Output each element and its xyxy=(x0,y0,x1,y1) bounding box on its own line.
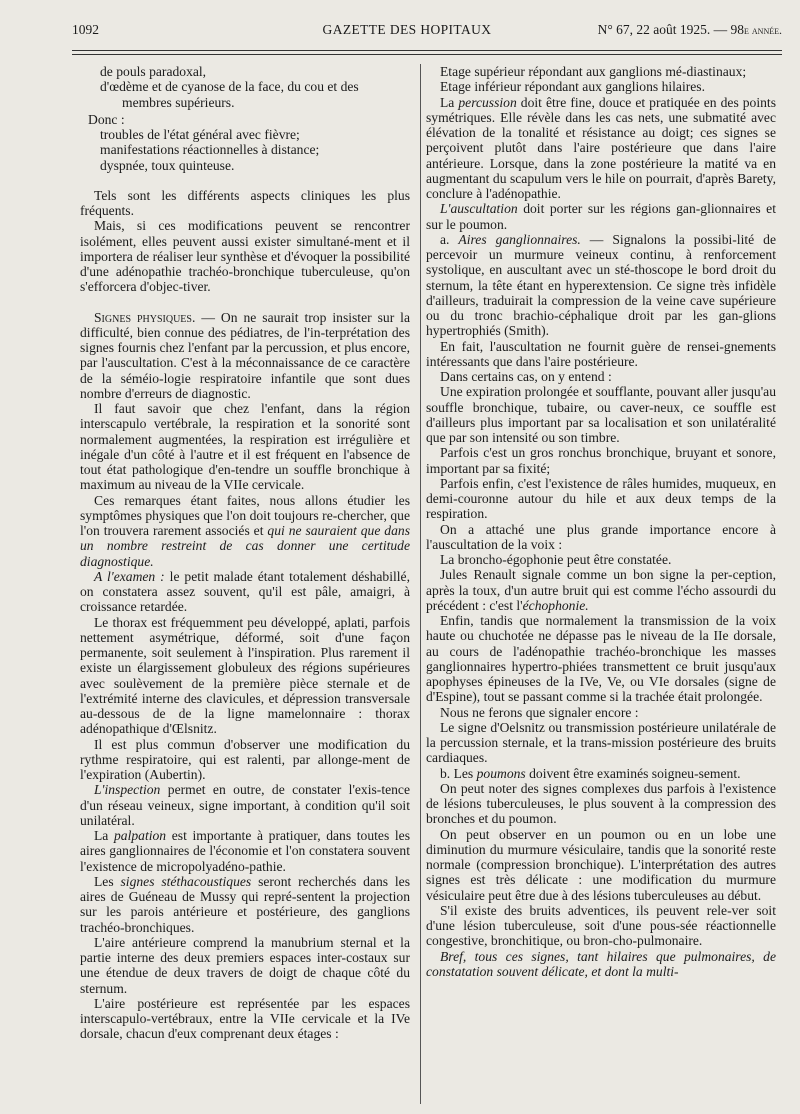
paragraph: Signes physiques. — On ne saurait trop insister sur la difficulté, bien connue des pédiatres, de l'in-terprétation des signes fournis chez l'enfant par la percussion, et plus encore, par l'auscultation. C'est à la méconnaissance de ce caractère de la séméio-logie respiratoire infantile que sont dues nombre d'erreurs de diagnostic. xyxy=(80,309,410,401)
page-header xyxy=(72,22,782,44)
paragraph: Tels sont les différents aspects cliniques les plus fréquents. xyxy=(80,187,410,218)
paragraph: Les signes stéthacoustiques seront recherchés dans les aires de Guéneau de Mussy qui repré-sentent la projection sur les parois antérieure et postérieure, des ganglions trachéo-bronchiques. xyxy=(80,873,411,935)
paragraph: L'auscultation doit porter sur les régions gan-glionnaires et sur le poumon. xyxy=(426,201,776,232)
paragraph: En fait, l'auscultation ne fournit guère de rensei-gnements intéressants que dans l'aire postérieure. xyxy=(426,338,776,369)
paragraph: Le signe d'Oelsnitz ou transmission postérieure unilatérale de la percussion sternale, et la trans-mission postérieure des bruits cardiaques. xyxy=(426,719,776,766)
paragraph: Etage inférieur répondant aux ganglions hilaires. xyxy=(440,79,705,95)
paragraph: La percussion doit être fine, douce et pratiquée en des points symétriques. Elle révèle dans les cas nets, une submatité avec élévation de la tonalité et résistance au doigt; ces signes se perçoivent plutôt dans l'aire postérieure que dans l'aire antérieure. Lorsque, dans la zone postérieure la matité va en augmentant du scapulum vers le hile on pourrait, d'après Barety, conclure à l'adénopathie. xyxy=(426,94,776,201)
paragraph: Enfin, tandis que normalement la transmission de la voix haute ou chuchotée ne dépasse pas le niveau de la IIe dorsale, au cours de l'adénopathie trachéo-bronchique les masses ganglionnaires hypertro-phiées transmettent ce bruit jusqu'aux apophyses épineuses de la IVe, Ve, ou VIe dorsales (signe de d'Espine), tout se passant comme si la trachée était prolongée. xyxy=(426,613,776,705)
paragraph: Dans certains cas, on y entend : xyxy=(440,369,612,384)
paragraph: Parfois c'est un gros ronchus bronchique, bruyant et sonore, important par sa fixité; xyxy=(426,445,776,476)
paragraph: Jules Renault signale comme un bon signe la per-ception, après la toux, d'un autre bruit qui est comme l'écho assourdi du précédent : c'est l'échophonie. xyxy=(426,567,776,613)
paragraph: L'aire antérieure comprend la manubrium sternal et la partie interne des deux premiers espaces inter-costaux sur une étendue de deux travers de doigt de chaque côté du sternum. xyxy=(80,934,410,996)
paragraph: Le thorax est fréquemment peu développé, aplati, parfois nettement asymétrique, déformé, soit d'une façon permanente, soit seulement à l'inspiration. Plus rarement il existe un élargissement globuleux des régions supérieures avec soulèvement de la première pièce sternale et de l'extrémité interne des clavicules, et dépression transversale au-dessous de de la ligne mamelonnaire : thorax adénopathique d'Œlsnitz. xyxy=(80,614,410,737)
right-column xyxy=(426,64,776,979)
paragraph: de pouls paradoxal, xyxy=(100,64,207,79)
page-number: 1092 xyxy=(72,22,99,37)
section-heading: Signes physiques. xyxy=(94,309,196,325)
paragraph: Donc : xyxy=(88,111,125,127)
journal-title: GAZETTE DES HOPITAUX xyxy=(322,22,492,37)
list-item: manifestations réactionnelles à distance; xyxy=(100,142,320,158)
paragraph: On a attaché une plus grande importance encore à l'auscultation de la voix : xyxy=(426,521,776,552)
list-item: dyspnée, toux quinteuse. xyxy=(100,157,235,173)
paragraph: On peut noter des signes complexes dus parfois à l'existence de lésions tuberculeuses, le plus souvent à la compression des bronches et du poumon. xyxy=(426,780,776,827)
paragraph: S'il existe des bruits adventices, ils peuvent rele-ver soit d'une lésion tuberculeuse, soit d'une pous-sée réactionnelle congestive, bronchitique, ou bron-cho-pulmonaire. xyxy=(426,902,776,949)
paragraph: Il faut savoir que chez l'enfant, dans la région interscapulo vertébrale, la respiration et la sonorité sont normalement augmentées, la respiration est irrégulière et inégale d'un côté à l'autre et il est fréquent en l'absence de tout état pathologique d'en-tendre un souffle bronchique à maximum au niveau de la VIIe cervicale. xyxy=(80,401,410,493)
paragraph: La broncho-égophonie peut être constatée. xyxy=(440,552,672,567)
paragraph: Ces remarques étant faites, nous allons étudier les symptômes physiques que l'on doit toujours re-chercher, que l'on trouvera rarement associés et qui ne sauraient que dans un nombre restreint de cas donner une certitude diagnostique. xyxy=(80,492,410,569)
header-rule-thin xyxy=(72,54,782,55)
paragraph: b. Les poumons doivent être examinés soigneu-sement. xyxy=(440,765,741,781)
column-divider xyxy=(420,64,421,1104)
paragraph: A l'examen : le petit malade étant totalement déshabillé, on constatera assez souvent, qu'il est pâle, amaigri, à croissance retardée. xyxy=(80,568,410,615)
paragraph: Parfois enfin, c'est l'existence de râles humides, muqueux, en demi-couronne autour du hile et aux deux temps de la respiration. xyxy=(426,475,776,522)
paragraph: Nous ne ferons que signaler encore : xyxy=(440,704,639,720)
issue-year-suffix: e année. xyxy=(744,23,782,37)
paragraph: Bref, tous ces signes, tant hilaires que pulmonaires, de constatation souvent délicate, et dont la multi- xyxy=(426,948,776,979)
paragraph: Une expiration prolongée et soufflante, pouvant aller jusqu'au souffle bronchique, tubaire, ou caver-neux, ce souffle est d'ailleurs plus important par sa localisation et son unilatéralité que par son intensité ou son timbre. xyxy=(426,384,776,445)
issue-info xyxy=(598,22,782,38)
paragraph: On peut observer en un poumon ou en un lobe une diminution du murmure vésiculaire, tandis que la sonorité reste normale (compression bronchique). L'interprétation des autres signes est très délicate : une modification du murmure vésiculaire peut être due à des lésions tuberculeuses au début. xyxy=(426,826,776,903)
paragraph: membres supérieurs. xyxy=(122,94,235,110)
paragraph: Etage supérieur répondant aux ganglions mé-diastinaux; xyxy=(440,64,747,79)
paragraph: La palpation est importante à pratiquer, dans toutes les aires ganglionnaires de l'économie et l'on constatera souvent l'existence de micropolyadéno-pathie. xyxy=(80,828,410,874)
paragraph: L'aire postérieure est représentée par les espaces interscapulo-vertébraux, entre la VIIe cervicale et la IVe dorsale, chacun d'eux comprenant deux étages : xyxy=(80,995,410,1042)
header-rule xyxy=(72,50,782,51)
paragraph: L'inspection permet en outre, de constater l'exis-tence d'un réseau veineux, signe important, à condition qu'il soit unilatéral. xyxy=(80,782,410,828)
paragraph: a. Aires ganglionnaires. — Signalons la possibi-lité de percevoir un murmure veineux continu, à renforcement systolique, en auscultant avec un sté-thoscope le bord droit du sternum, la tête étant en hyperextension. Ce signe très infidèle d'ailleurs, traduirait la compression de la veine cave supérieure ou du tronc brachio-céphalique droit par les gan-glions hypertrophiés (Smith). xyxy=(426,231,776,339)
issue-date: N° 67, 22 août 1925. — 98 xyxy=(597,22,744,37)
left-column xyxy=(80,64,410,1042)
paragraph: Il est plus commun d'observer une modification du rythme respiratoire, qui est ralenti, par allonge-ment de l'expiration (Aubertin). xyxy=(80,736,410,782)
paragraph: d'œdème et de cyanose de la face, du cou et des xyxy=(100,79,359,95)
list-item: troubles de l'état général avec fièvre; xyxy=(100,127,300,142)
paragraph: Mais, si ces modifications peuvent se rencontrer isolément, elles peuvent aussi exister simultané-ment et il importera de réaliser leur synthèse et d'évoquer la possibilité d'une adénopathie trachéo-bronchique tuberculeuse, qu'on s'efforcera d'objec-tiver. xyxy=(80,218,410,295)
